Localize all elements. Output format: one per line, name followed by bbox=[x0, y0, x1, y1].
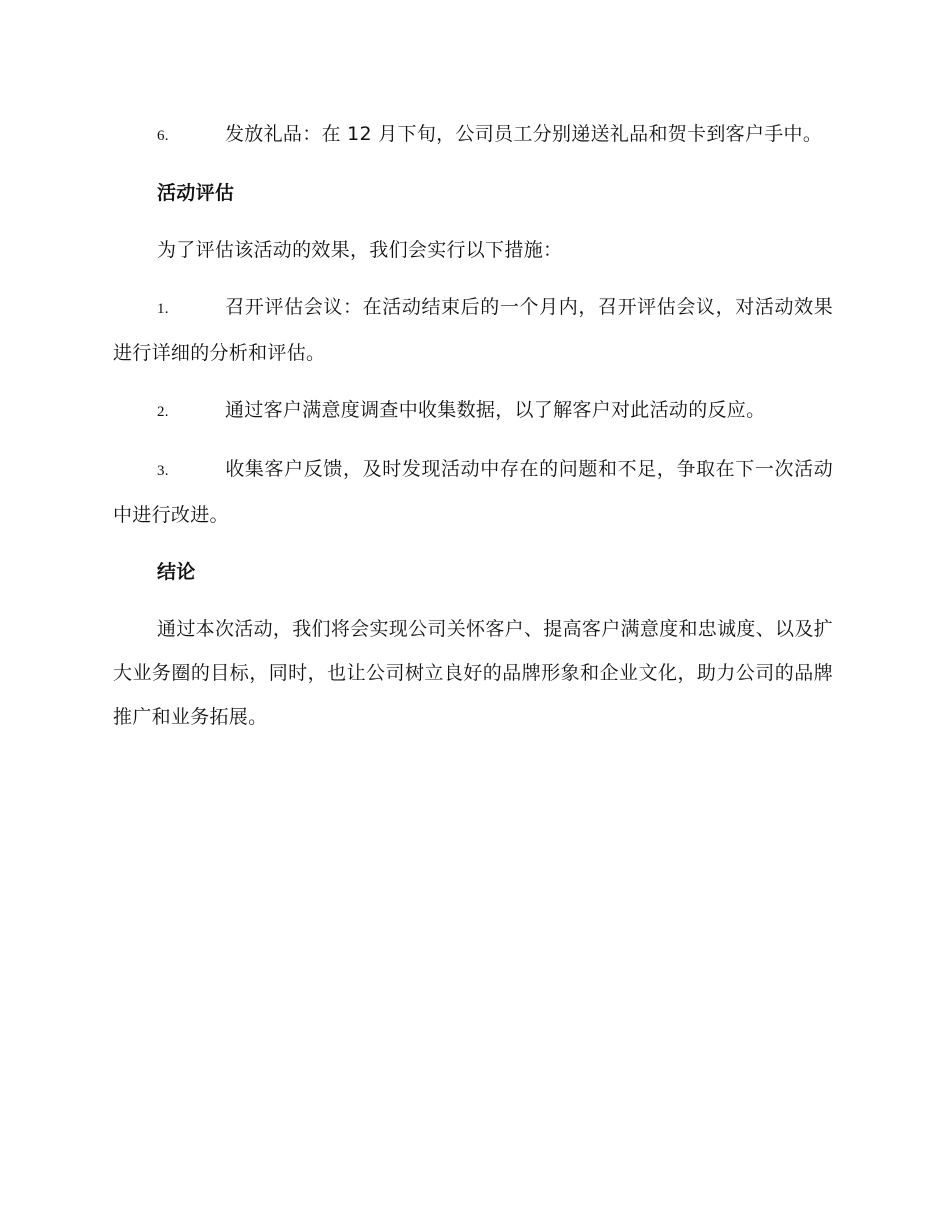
list-item-text: 收集客户反馈，及时发现活动中存在的问题和不足，争取在下一次活动中进行改进。 bbox=[113, 458, 833, 526]
list-item-1 bbox=[113, 285, 833, 375]
paragraph-conclusion: 通过本次活动，我们将会实现公司关怀客户、提高客户满意度和忠诚度、以及扩大业务圈的目标，同时，也让公司树立良好的品牌形象和企业文化，助力公司的品牌推广和业务拓展。 bbox=[113, 618, 833, 728]
section-heading-evaluation: 活动评估 bbox=[157, 182, 235, 204]
list-number: 1. bbox=[157, 301, 169, 317]
list-item-6 bbox=[113, 112, 833, 158]
list-item-2 bbox=[113, 388, 833, 434]
list-number: 2. bbox=[157, 404, 169, 420]
list-number: 6. bbox=[157, 128, 169, 144]
document-body bbox=[113, 112, 833, 739]
list-number: 3. bbox=[157, 463, 169, 479]
paragraph-evaluation-intro: 为了评估该活动的效果，我们会实行以下措施： bbox=[157, 239, 563, 261]
list-item-text: 通过客户满意度调查中收集数据，以了解客户对此活动的反应。 bbox=[225, 399, 766, 421]
list-item-3 bbox=[113, 447, 833, 537]
list-item-text: 召开评估会议：在活动结束后的一个月内，召开评估会议，对活动效果进行详细的分析和评估。 bbox=[113, 296, 833, 364]
list-item-text: 发放礼品：在 12 月下旬，公司员工分别递送礼品和贺卡到客户手中。 bbox=[225, 123, 823, 145]
section-heading-conclusion: 结论 bbox=[157, 561, 196, 583]
